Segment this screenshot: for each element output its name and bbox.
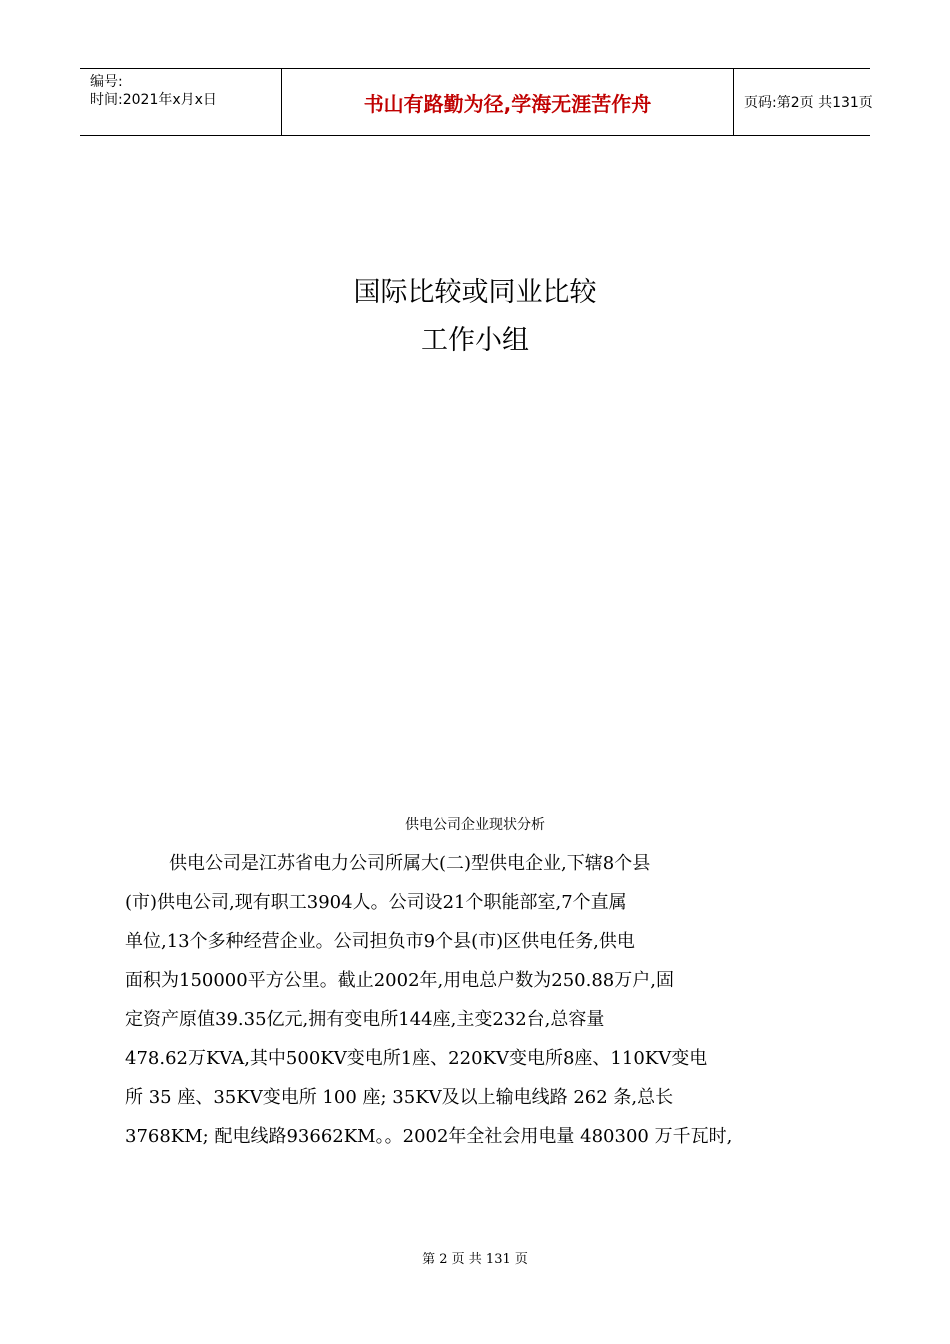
paragraph-line: 单位,13个多种经营企业。公司担负市9个县(市)区供电任务,供电 bbox=[125, 931, 635, 952]
paragraph-line: 所 35 座、35KV变电所 100 座; 35KV及以上输电线路 262 条,总长 bbox=[125, 1087, 674, 1108]
header-meta bbox=[80, 69, 282, 135]
body-paragraph bbox=[125, 844, 825, 1156]
page-footer: 第 2 页 共 131 页 bbox=[422, 1252, 528, 1267]
section-heading: 供电公司企业现状分析 bbox=[405, 817, 545, 833]
page-header bbox=[80, 68, 873, 136]
header-page-info: 页码:第2页 共131页 bbox=[744, 95, 873, 111]
paragraph-line: 面积为150000平方公里。截止2002年,用电总户数为250.88万户,固 bbox=[125, 970, 674, 991]
paragraph-line: 3768KM; 配电线路93662KM。。2002年全社会用电量 480300 万千瓦时, bbox=[125, 1126, 733, 1147]
paragraph-line: 供电公司是江苏省电力公司所属大(二)型供电企业,下辖8个县 bbox=[169, 853, 651, 874]
paragraph-line: (市)供电公司,现有职工3904人。公司设21个职能部室,7个直属 bbox=[125, 892, 627, 913]
document-subtitle: 工作小组 bbox=[421, 325, 529, 356]
paragraph-line: 定资产原值39.35亿元,拥有变电所144座,主变232台,总容量 bbox=[125, 1009, 605, 1030]
paragraph-line: 478.62万KVA,其中500KV变电所1座、220KV变电所8座、110KV变电 bbox=[125, 1048, 708, 1069]
time-label: 时间:2021年x月x日 bbox=[90, 92, 217, 108]
document-title: 国际比较或同业比较 bbox=[353, 277, 597, 308]
header-motto: 书山有路勤为径,学海无涯苦作舟 bbox=[282, 69, 734, 135]
number-label: 编号: bbox=[90, 74, 123, 90]
